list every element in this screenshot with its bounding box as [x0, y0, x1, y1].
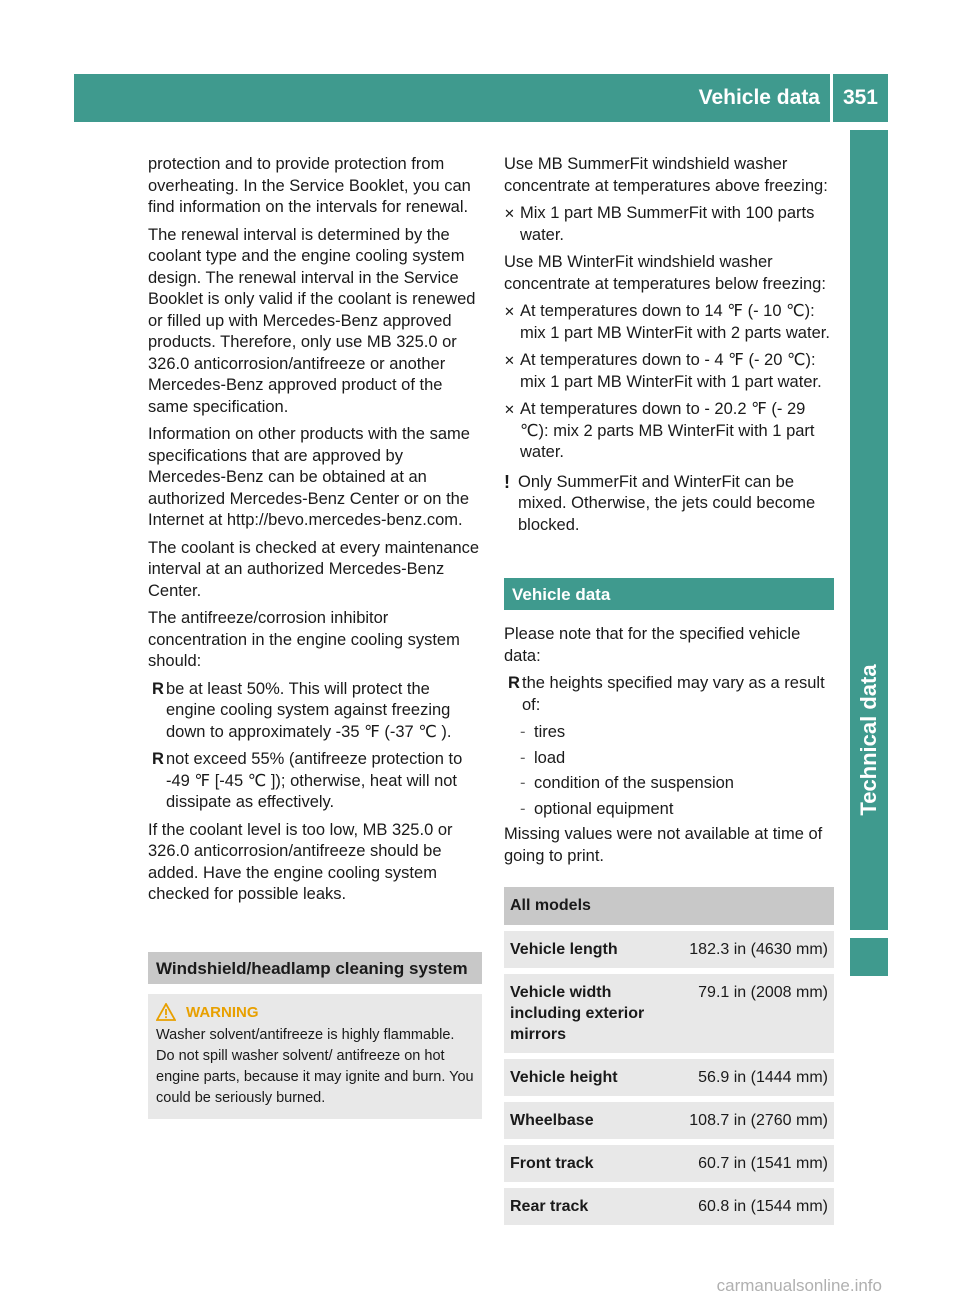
table-row: [504, 1059, 834, 1096]
paragraph: The renewal interval is determined by the coolant type and the engine cooling system design. The renewal interval in the Service Booklet is only valid if the coolant is renewed or filled up with Mercedes-Benz approved products. Therefore, only use MB 325.0 or 326.0 anticorrosion/antifreeze or another Mercedes-Benz approved product of the same specification.: [148, 225, 476, 416]
step-item: [504, 350, 834, 393]
table-row: [504, 1188, 834, 1225]
section-title-vehicle-data: Vehicle data: [504, 578, 834, 610]
row-value: 56.9 in (1444 mm): [671, 1059, 834, 1096]
arrow-icon: ✕: [504, 304, 515, 319]
warning-label: WARNING: [186, 1003, 259, 1021]
vehicle-data-table: [504, 881, 834, 1231]
table-row: [504, 931, 834, 968]
paragraph: Use MB SummerFit windshield washer concentrate at temperatures above freezing:: [504, 155, 828, 195]
table-row: [504, 1102, 834, 1139]
bullet-text: be at least 50%. This will protect the engine cooling system against freezing down to approximately -35 ℉ (-37 ℃ ).: [166, 679, 452, 741]
watermark: carmanualsonline.info: [716, 1276, 882, 1295]
row-value: 60.7 in (1541 mm): [671, 1145, 834, 1182]
header-bar: [74, 74, 888, 122]
bullet-icon: R: [508, 674, 520, 692]
warning-text: Washer solvent/antifreeze is highly flammable. Do not spill washer solvent/ antifreeze on hot engine parts, because it may ignite and burn. You could be seriously burned.: [156, 1026, 474, 1106]
table-row: [504, 974, 834, 1053]
side-square: [850, 938, 888, 976]
warning-triangle-icon: [156, 1003, 176, 1021]
bullet-text: not exceed 55% (antifreeze protection to -49 ℉ [-45 ℃ ]); otherwise, heat will not dissipate as effectively.: [166, 750, 463, 811]
dash-item: [504, 799, 834, 821]
bullet-item: [148, 749, 482, 814]
row-label: Front track: [504, 1145, 671, 1182]
notice-item: [504, 472, 834, 537]
dash-icon: -: [520, 723, 526, 741]
row-value: 60.8 in (1544 mm): [671, 1188, 834, 1225]
dash-icon: -: [520, 774, 526, 792]
paragraph: Please note that for the specified vehicle data:: [504, 625, 801, 665]
step-text: At temperatures down to ‑ 20.2 ℉ (‑ 29 ℃): mix 2 parts MB WinterFit with 1 part water.: [520, 400, 815, 461]
paragraph: The coolant is checked at every maintenance interval at an authorized Mercedes-Benz Center.: [148, 538, 480, 600]
bullet-item: [504, 673, 834, 716]
dash-text: condition of the suspension: [534, 774, 734, 792]
right-column: [504, 154, 834, 1231]
paragraph: The antifreeze/corrosion inhibitor concentration in the engine cooling system should:: [148, 609, 460, 670]
exclamation-icon: !: [504, 471, 510, 492]
side-tab-label: Technical data: [856, 664, 881, 816]
row-value: 108.7 in (2760 mm): [671, 1102, 834, 1139]
dash-item: [504, 773, 834, 795]
step-item: [504, 399, 834, 464]
step-text: At temperatures down to ‑ 4 ℉ (‑ 20 ℃): mix 1 part MB WinterFit with 1 part water.: [520, 351, 822, 391]
paragraph: protection and to provide protection from overheating. In the Service Booklet, you can find information on the intervals for renewal.: [148, 155, 471, 216]
row-label: Wheelbase: [504, 1102, 671, 1139]
step-text: Mix 1 part MB SummerFit with 100 parts water.: [520, 204, 815, 244]
warning-header: [156, 1002, 474, 1023]
dash-item: [504, 722, 834, 744]
bullet-item: [148, 679, 482, 744]
paragraph: Information on other products with the same specifications that are approved by Mercedes-Benz can be obtained at an authorized Mercedes-Benz Center or on the Internet at http://bevo.mercedes-benz.com.: [148, 425, 470, 529]
dash-text: optional equipment: [534, 799, 674, 818]
row-label: Vehicle height: [504, 1059, 671, 1096]
row-label: Vehicle length: [504, 931, 671, 968]
paragraph: Missing values were not available at time of going to print.: [504, 825, 823, 865]
step-item: [504, 203, 834, 246]
table-header-row: [504, 887, 834, 925]
step-item: [504, 301, 834, 344]
dash-text: tires: [534, 723, 566, 741]
dash-icon: -: [520, 748, 526, 767]
section-title-windshield: Windshield/headlamp cleaning system: [148, 952, 482, 984]
row-value: 79.1 in (2008 mm): [671, 974, 834, 1053]
row-value: 182.3 in (4630 mm): [671, 931, 834, 968]
bullet-icon: R: [152, 750, 164, 768]
arrow-icon: ✕: [504, 206, 515, 221]
bullet-text: the heights specified may vary as a result of:: [522, 674, 825, 714]
arrow-icon: ✕: [504, 402, 515, 417]
side-tab-label-wrap: [848, 640, 890, 840]
paragraph: If the coolant level is too low, MB 325.0 or 326.0 anticorrosion/antifreeze should be added. Have the engine cooling system checked for possible leaks.: [148, 820, 453, 903]
step-text: At temperatures down to 14 ℉ (‑ 10 ℃): mix 1 part MB WinterFit with 2 parts water.: [520, 302, 830, 342]
table-header: All models: [504, 887, 834, 925]
dash-item: [504, 748, 834, 770]
dash-text: load: [534, 748, 566, 767]
left-column: [148, 154, 482, 1119]
row-label: Rear track: [504, 1188, 671, 1225]
paragraph: Use MB WinterFit windshield washer concentrate at temperatures below freezing:: [504, 253, 826, 293]
arrow-icon: ✕: [504, 353, 515, 368]
notice-text: Only SummerFit and WinterFit can be mixed. Otherwise, the jets could become blocked.: [518, 472, 816, 534]
header-separator: [830, 74, 833, 122]
row-label: Vehicle width including exterior mirrors: [504, 974, 671, 1053]
table-row: [504, 1145, 834, 1182]
dash-icon: -: [520, 799, 526, 818]
bullet-icon: R: [152, 679, 164, 698]
warning-box: [148, 994, 482, 1119]
header-title: Vehicle data: [698, 86, 820, 109]
page-number: 351: [842, 86, 878, 109]
